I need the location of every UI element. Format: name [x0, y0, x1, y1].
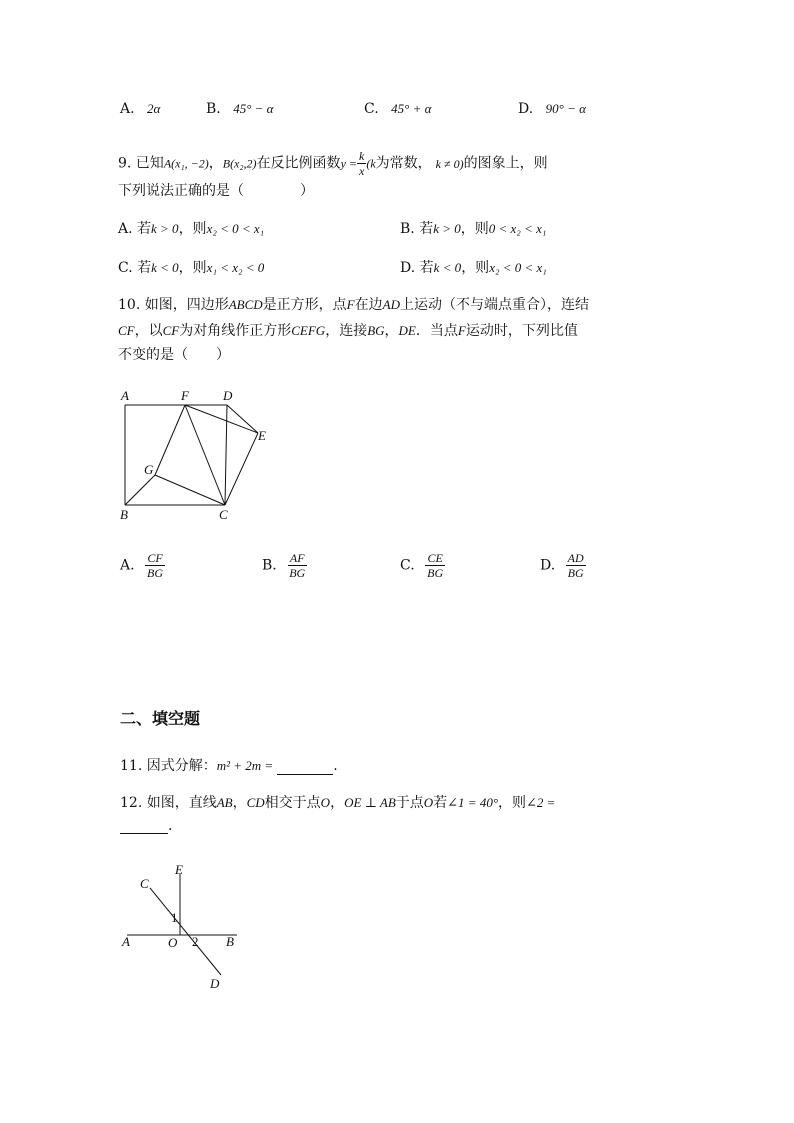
q8-option-b	[206, 101, 274, 117]
q10-stem-line3: 不变的是（ ）	[118, 347, 230, 363]
math-de: DE	[398, 323, 416, 338]
edge-de	[227, 405, 258, 433]
option-value: 90° − α	[545, 101, 586, 116]
stem-text: ，则	[498, 795, 527, 811]
q10-option-b	[262, 552, 307, 579]
q9-stem-line1	[118, 150, 548, 177]
label-d: D	[210, 976, 220, 991]
option-cond: k > 0	[151, 221, 179, 236]
option-result: x₁ < x₂ < 0	[206, 260, 265, 275]
q8-option-c	[364, 101, 431, 117]
punct: .	[168, 818, 173, 834]
math-cd: CD	[246, 795, 265, 810]
q9-option-b	[400, 218, 546, 238]
frac-den: BG	[567, 566, 584, 580]
q8-option-d	[518, 101, 586, 117]
answer-blank[interactable]	[277, 760, 333, 775]
point-a: A(x₁, −2)	[163, 156, 209, 171]
punct: ，	[232, 795, 247, 811]
edge-bg	[125, 475, 155, 505]
stem-text: 若	[433, 795, 448, 811]
punct: ，	[330, 795, 345, 811]
frac-num: AF	[289, 551, 305, 565]
math-o: O	[320, 795, 331, 810]
q10-option-d	[540, 552, 586, 579]
label-c: C	[140, 876, 149, 891]
q12-stem-line1	[120, 792, 555, 812]
label-o: O	[168, 935, 178, 950]
math-cf: CF	[162, 323, 180, 338]
option-label: C.	[400, 557, 415, 574]
q10-option-a	[120, 552, 165, 579]
edge-ec	[225, 433, 258, 505]
q10-stem-line1	[118, 294, 589, 314]
math-abcd: ABCD	[228, 297, 263, 312]
q9-option-a	[118, 218, 264, 238]
math-angle1: ∠1 = 40°	[447, 795, 499, 810]
k-var: k	[370, 156, 376, 171]
label-angle2: 2	[192, 934, 199, 949]
option-text: ，则	[461, 260, 490, 276]
label-d: D	[223, 388, 233, 403]
option-label: B. 若	[400, 221, 434, 237]
math-f: F	[457, 323, 466, 338]
label-b: B	[226, 934, 234, 949]
option-text: ，则	[460, 221, 489, 237]
option-label: C.	[364, 101, 379, 117]
option-fraction	[566, 552, 586, 579]
option-result: 0 < x₂ < x₁	[488, 221, 547, 236]
math-ab: AB	[216, 795, 233, 810]
math-cefg: CEFG	[291, 323, 326, 338]
option-label: B.	[206, 101, 221, 117]
option-label: D. 若	[400, 260, 434, 276]
label-c: C	[219, 507, 228, 522]
line-cd	[150, 888, 221, 975]
option-cond: k > 0	[433, 221, 461, 236]
option-label: B.	[262, 557, 277, 574]
k-condition: k ≠ 0)	[435, 156, 464, 171]
func-fraction	[357, 150, 366, 177]
point-b: B(x₂,2)	[222, 156, 257, 171]
q9-stem-line2: 下列说法正确的是（ ）	[118, 183, 314, 199]
stem-text: ，	[384, 323, 399, 339]
option-fraction	[145, 552, 165, 579]
answer-blank[interactable]	[120, 819, 168, 834]
q9-option-c	[118, 257, 264, 277]
option-label: A.	[120, 557, 135, 574]
q10-option-c	[400, 552, 445, 579]
edge-fg	[155, 405, 185, 475]
option-cond: k < 0	[433, 260, 462, 275]
option-cond: k < 0	[151, 260, 179, 275]
frac-den: BG	[147, 566, 164, 580]
option-label: D.	[540, 557, 556, 574]
stem-text: ，以	[134, 323, 163, 339]
stem-text: ，连接	[325, 323, 368, 339]
math-angle2: ∠2 =	[526, 795, 556, 810]
frac-den: BG	[289, 566, 306, 580]
math-o: O	[423, 795, 434, 810]
stem-text: 为对角线作正方形	[179, 323, 292, 339]
label-e: E	[258, 428, 266, 443]
option-label: C. 若	[118, 260, 152, 276]
question-text: 11. 因式分解：	[120, 758, 217, 774]
option-fraction	[287, 552, 307, 579]
option-result: x₂ < 0 < x₁	[489, 260, 547, 275]
stem-text: 在反比例函数	[256, 155, 341, 172]
math-perp: OE ⊥ AB	[344, 795, 396, 810]
stem-text: 上运动（不与端点重合），连结	[399, 297, 589, 313]
option-label: A. 若	[118, 221, 152, 237]
option-text: ，则	[178, 260, 207, 276]
label-e: E	[175, 862, 183, 877]
stem-text: 10. 如图，四边形	[118, 297, 229, 313]
edge-fe	[185, 405, 258, 433]
punct: .	[333, 758, 338, 774]
q9-option-d	[400, 257, 547, 277]
option-result: x₂ < 0 < x₁	[206, 221, 265, 236]
stem-text: 于点	[395, 795, 424, 811]
frac-den: x	[359, 164, 365, 178]
frac-den: BG	[427, 566, 444, 580]
paren: (	[366, 156, 371, 171]
stem-text: 在边	[354, 297, 383, 313]
q8-option-a	[120, 101, 160, 117]
option-label: A.	[120, 101, 135, 117]
frac-num: CF	[147, 551, 163, 565]
frac-num: CE	[427, 551, 443, 565]
func-lhs: y =	[340, 156, 357, 171]
label-g: G	[144, 462, 154, 477]
stem-text: 12. 如图，直线	[120, 795, 217, 811]
q10-figure	[115, 385, 285, 525]
label-b: B	[120, 507, 128, 522]
stem-text: 为常数，	[375, 155, 432, 172]
question-number: 9. 已知	[118, 155, 164, 172]
option-value: 45° + α	[391, 101, 432, 116]
q10-stem-line2	[118, 320, 578, 340]
label-a: A	[122, 934, 130, 949]
option-value: 2α	[147, 101, 161, 116]
math-ad: AD	[382, 297, 400, 312]
stem-text: 的图象上，则	[463, 155, 548, 172]
option-text: ，则	[178, 221, 207, 237]
option-fraction	[425, 552, 445, 579]
stem-text: 相交于点	[264, 795, 321, 811]
label-f: F	[181, 388, 189, 403]
label-a: A	[121, 388, 129, 403]
q12-figure	[115, 860, 250, 995]
q11	[120, 755, 338, 775]
punct: ，	[208, 155, 223, 172]
option-value: 45° − α	[233, 101, 274, 116]
stem-text: ．当点	[415, 323, 458, 339]
stem-text: 运动时，下列比值	[465, 323, 578, 339]
math-cf: CF	[118, 323, 135, 338]
expression: m² + 2m =	[216, 758, 274, 773]
section-heading: 二、填空题	[120, 709, 201, 728]
math-f: F	[346, 297, 355, 312]
stem-text: 是正方形，点	[262, 297, 347, 313]
frac-num: AD	[567, 551, 584, 565]
frac-num: k	[359, 149, 365, 163]
option-label: D.	[518, 101, 534, 117]
q12-stem-line2	[120, 818, 172, 834]
label-angle1: 1	[171, 910, 178, 925]
math-bg: BG	[367, 323, 385, 338]
